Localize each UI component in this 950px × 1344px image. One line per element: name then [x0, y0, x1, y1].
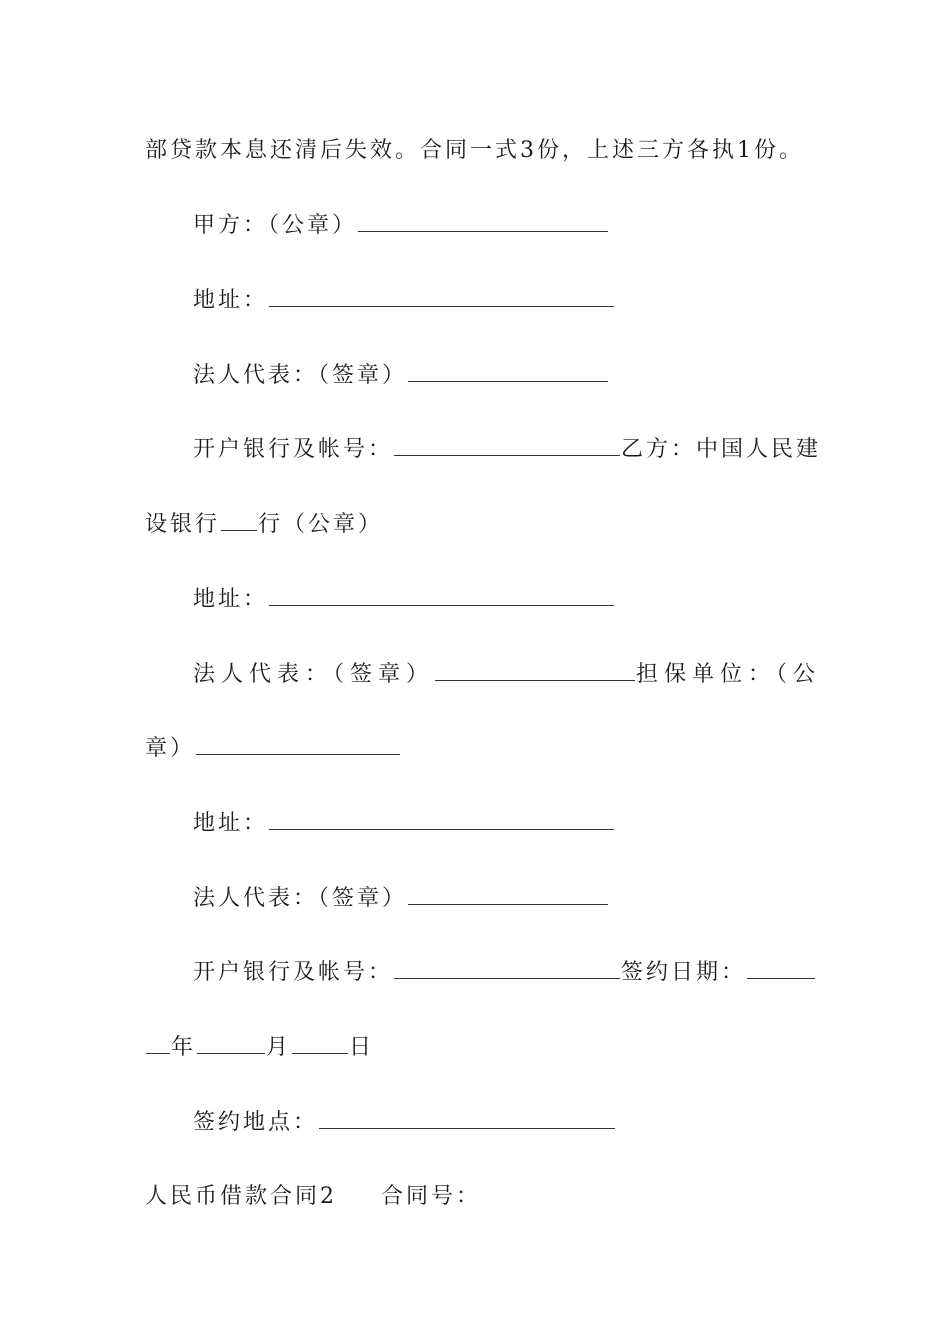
party-b-label: 乙方：中国人民建 — [621, 437, 822, 462]
address-label: 地址： — [193, 587, 269, 612]
rep-label: 法人代表：（签章） — [193, 363, 408, 388]
guarantor-cont-line — [145, 729, 401, 769]
party-a-line — [193, 206, 609, 246]
date-blank[interactable] — [747, 958, 815, 979]
month-blank[interactable] — [197, 1033, 265, 1054]
address-blank[interactable] — [269, 809, 614, 830]
month-label: 月 — [266, 1035, 292, 1060]
contract2-title: 人民币借款合同2 — [145, 1184, 337, 1209]
address-label: 地址： — [193, 811, 269, 836]
year-label: 年 — [171, 1035, 197, 1060]
party-a-address-line — [193, 281, 615, 321]
party-a-blank[interactable] — [358, 211, 608, 232]
guarantor-blank[interactable] — [196, 734, 400, 755]
guarantor-label: 担保单位：（公 — [636, 662, 822, 687]
bank-label: 开户银行及帐号： — [193, 437, 394, 462]
contract2-title-line — [145, 1177, 481, 1217]
rep-blank[interactable] — [435, 660, 635, 681]
party-b-cont-line — [145, 505, 383, 545]
branch-blank[interactable] — [221, 510, 257, 531]
rep-label: 法人代表：（签章） — [193, 662, 435, 687]
day-label: 日 — [349, 1035, 375, 1060]
guarantor-rep-line — [193, 879, 609, 919]
day-blank[interactable] — [292, 1033, 348, 1054]
bank-label: 开户银行及帐号： — [193, 960, 394, 985]
rep-blank[interactable] — [408, 361, 608, 382]
party-a-rep-line — [193, 356, 609, 396]
bank-blank[interactable] — [394, 958, 620, 979]
text-l1: 部贷款本息还清后失效。合同一式3份，上述三方各执1份。 — [145, 138, 804, 163]
sign-place-line — [193, 1103, 616, 1143]
guarantor-cont: 章） — [145, 736, 196, 761]
address-label: 地址： — [193, 288, 269, 313]
year-blank[interactable] — [146, 1033, 170, 1054]
guarantor-bank-line — [193, 953, 816, 993]
party-b-rep-line — [193, 655, 821, 695]
date-line — [145, 1028, 374, 1068]
party-b-cont1: 设银行 — [145, 512, 221, 537]
contract-no-label: 合同号： — [381, 1184, 482, 1209]
sign-date-label: 签约日期： — [621, 960, 747, 985]
rep-label: 法人代表：（签章） — [193, 886, 408, 911]
text-line — [145, 131, 804, 171]
party-a-label: 甲方：（公章） — [193, 213, 358, 238]
guarantor-address-line — [193, 804, 615, 844]
rep-blank[interactable] — [408, 884, 608, 905]
party-a-bank-line — [193, 430, 821, 470]
party-b-cont2: 行（公章） — [258, 512, 384, 537]
bank-blank[interactable] — [394, 435, 620, 456]
address-blank[interactable] — [269, 286, 614, 307]
address-blank[interactable] — [269, 585, 614, 606]
sign-place-label: 签约地点： — [193, 1110, 319, 1135]
party-b-address-line — [193, 580, 615, 620]
sign-place-blank[interactable] — [319, 1108, 615, 1129]
